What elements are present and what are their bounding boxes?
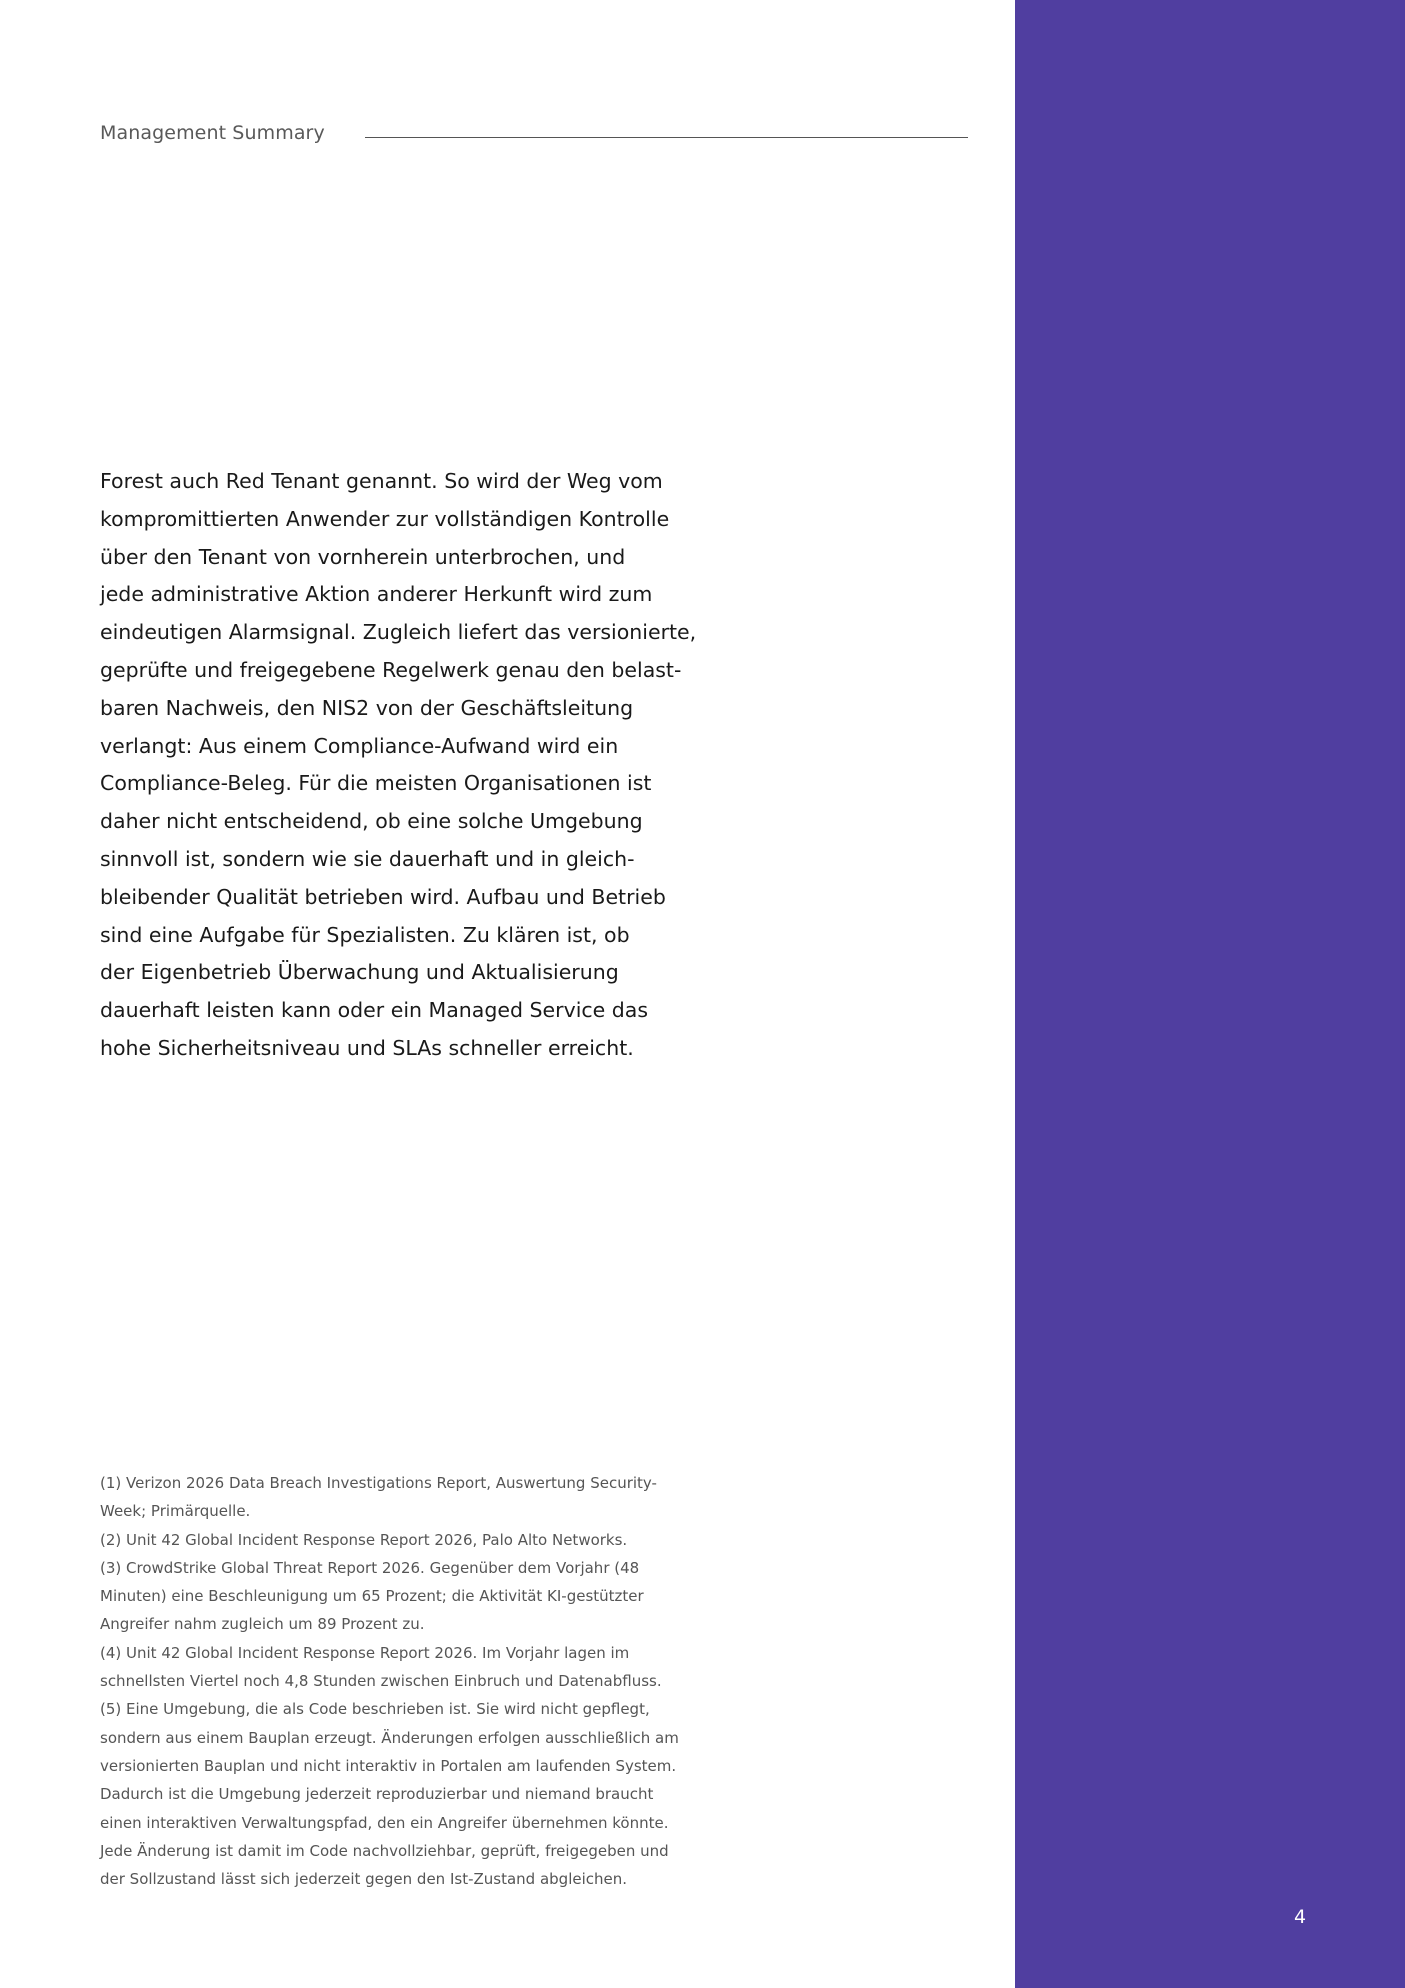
footnote-line: Minuten) eine Beschleunigung um 65 Prozent; die Aktivität KI-gestützter [100, 1587, 644, 1606]
body-line: verlangt: Aus einem Compliance-Aufwand wird ein [100, 733, 619, 758]
header-divider [365, 137, 968, 138]
footnote-line: (2) Unit 42 Global Incident Response Report 2026, Palo Alto Networks. [100, 1530, 628, 1549]
body-line: sinnvoll ist, sondern wie sie dauerhaft und in gleich- [100, 846, 635, 871]
section-title: Management Summary [100, 122, 325, 144]
body-line: geprüfte und freigegebene Regelwerk genau den belast- [100, 657, 682, 682]
body-line: baren Nachweis, den NIS2 von der Geschäftsleitung [100, 695, 634, 720]
footnote-line: schnellsten Viertel noch 4,8 Stunden zwischen Einbruch und Datenabfluss. [100, 1672, 662, 1691]
body-line: der Eigenbetrieb Überwachung und Aktualisierung [100, 960, 619, 985]
body-line: eindeutigen Alarmsignal. Zugleich liefert das versionierte, [100, 620, 697, 645]
footnote-line: versionierten Bauplan und nicht interaktiv in Portalen am laufenden System. [100, 1756, 677, 1775]
footnote-line: Jede Änderung ist damit im Code nachvollziehbar, geprüft, freigegeben und [100, 1841, 669, 1860]
footnote-line: (1) Verizon 2026 Data Breach Investigations Report, Auswertung Security- [100, 1474, 657, 1492]
footnote-line: Dadurch ist die Umgebung jederzeit reproduzierbar und niemand braucht [100, 1785, 654, 1804]
body-paragraph [100, 463, 700, 1068]
body-line: daher nicht entscheidend, ob eine solche Umgebung [100, 809, 643, 834]
page-number: 4 [1293, 1906, 1307, 1928]
body-line: hohe Sicherheitsniveau und SLAs schneller erreicht. [100, 1035, 634, 1060]
body-line: Compliance-Beleg. Für die meisten Organisationen ist [100, 771, 652, 796]
footnote-line: einen interaktiven Verwaltungspfad, den ein Angreifer übernehmen könnte. [100, 1813, 669, 1832]
body-line: Forest auch Red Tenant genannt. So wird der Weg vom [100, 469, 663, 493]
footnote-line: der Sollzustand lässt sich jederzeit gegen den Ist-Zustand abgleichen. [100, 1870, 628, 1889]
footnote-line: sondern aus einem Bauplan erzeugt. Änderungen erfolgen ausschließlich am [100, 1728, 679, 1747]
footnote-line: Week; Primärquelle. [100, 1502, 251, 1521]
footnote-line: (3) CrowdStrike Global Threat Report 2026. Gegenüber dem Vorjahr (48 [100, 1558, 640, 1577]
footnote-line: (4) Unit 42 Global Incident Response Report 2026. Im Vorjahr lagen im [100, 1643, 630, 1662]
sidebar-panel [1015, 0, 1405, 1988]
footnotes [100, 1469, 700, 1893]
body-line: sind eine Aufgabe für Spezialisten. Zu klären ist, ob [100, 922, 630, 947]
footnote-line: (5) Eine Umgebung, die als Code beschrieben ist. Sie wird nicht gepflegt, [100, 1700, 650, 1719]
body-line: jede administrative Aktion anderer Herkunft wird zum [100, 582, 653, 607]
body-line: bleibender Qualität betrieben wird. Aufbau und Betrieb [100, 884, 666, 909]
body-line: dauerhaft leisten kann oder ein Managed Service das [100, 998, 649, 1023]
body-line: über den Tenant von vornherein unterbrochen, und [100, 544, 626, 569]
body-line: kompromittierten Anwender zur vollständigen Kontrolle [100, 506, 670, 531]
footnote-line: Angreifer nahm zugleich um 89 Prozent zu. [100, 1615, 425, 1634]
